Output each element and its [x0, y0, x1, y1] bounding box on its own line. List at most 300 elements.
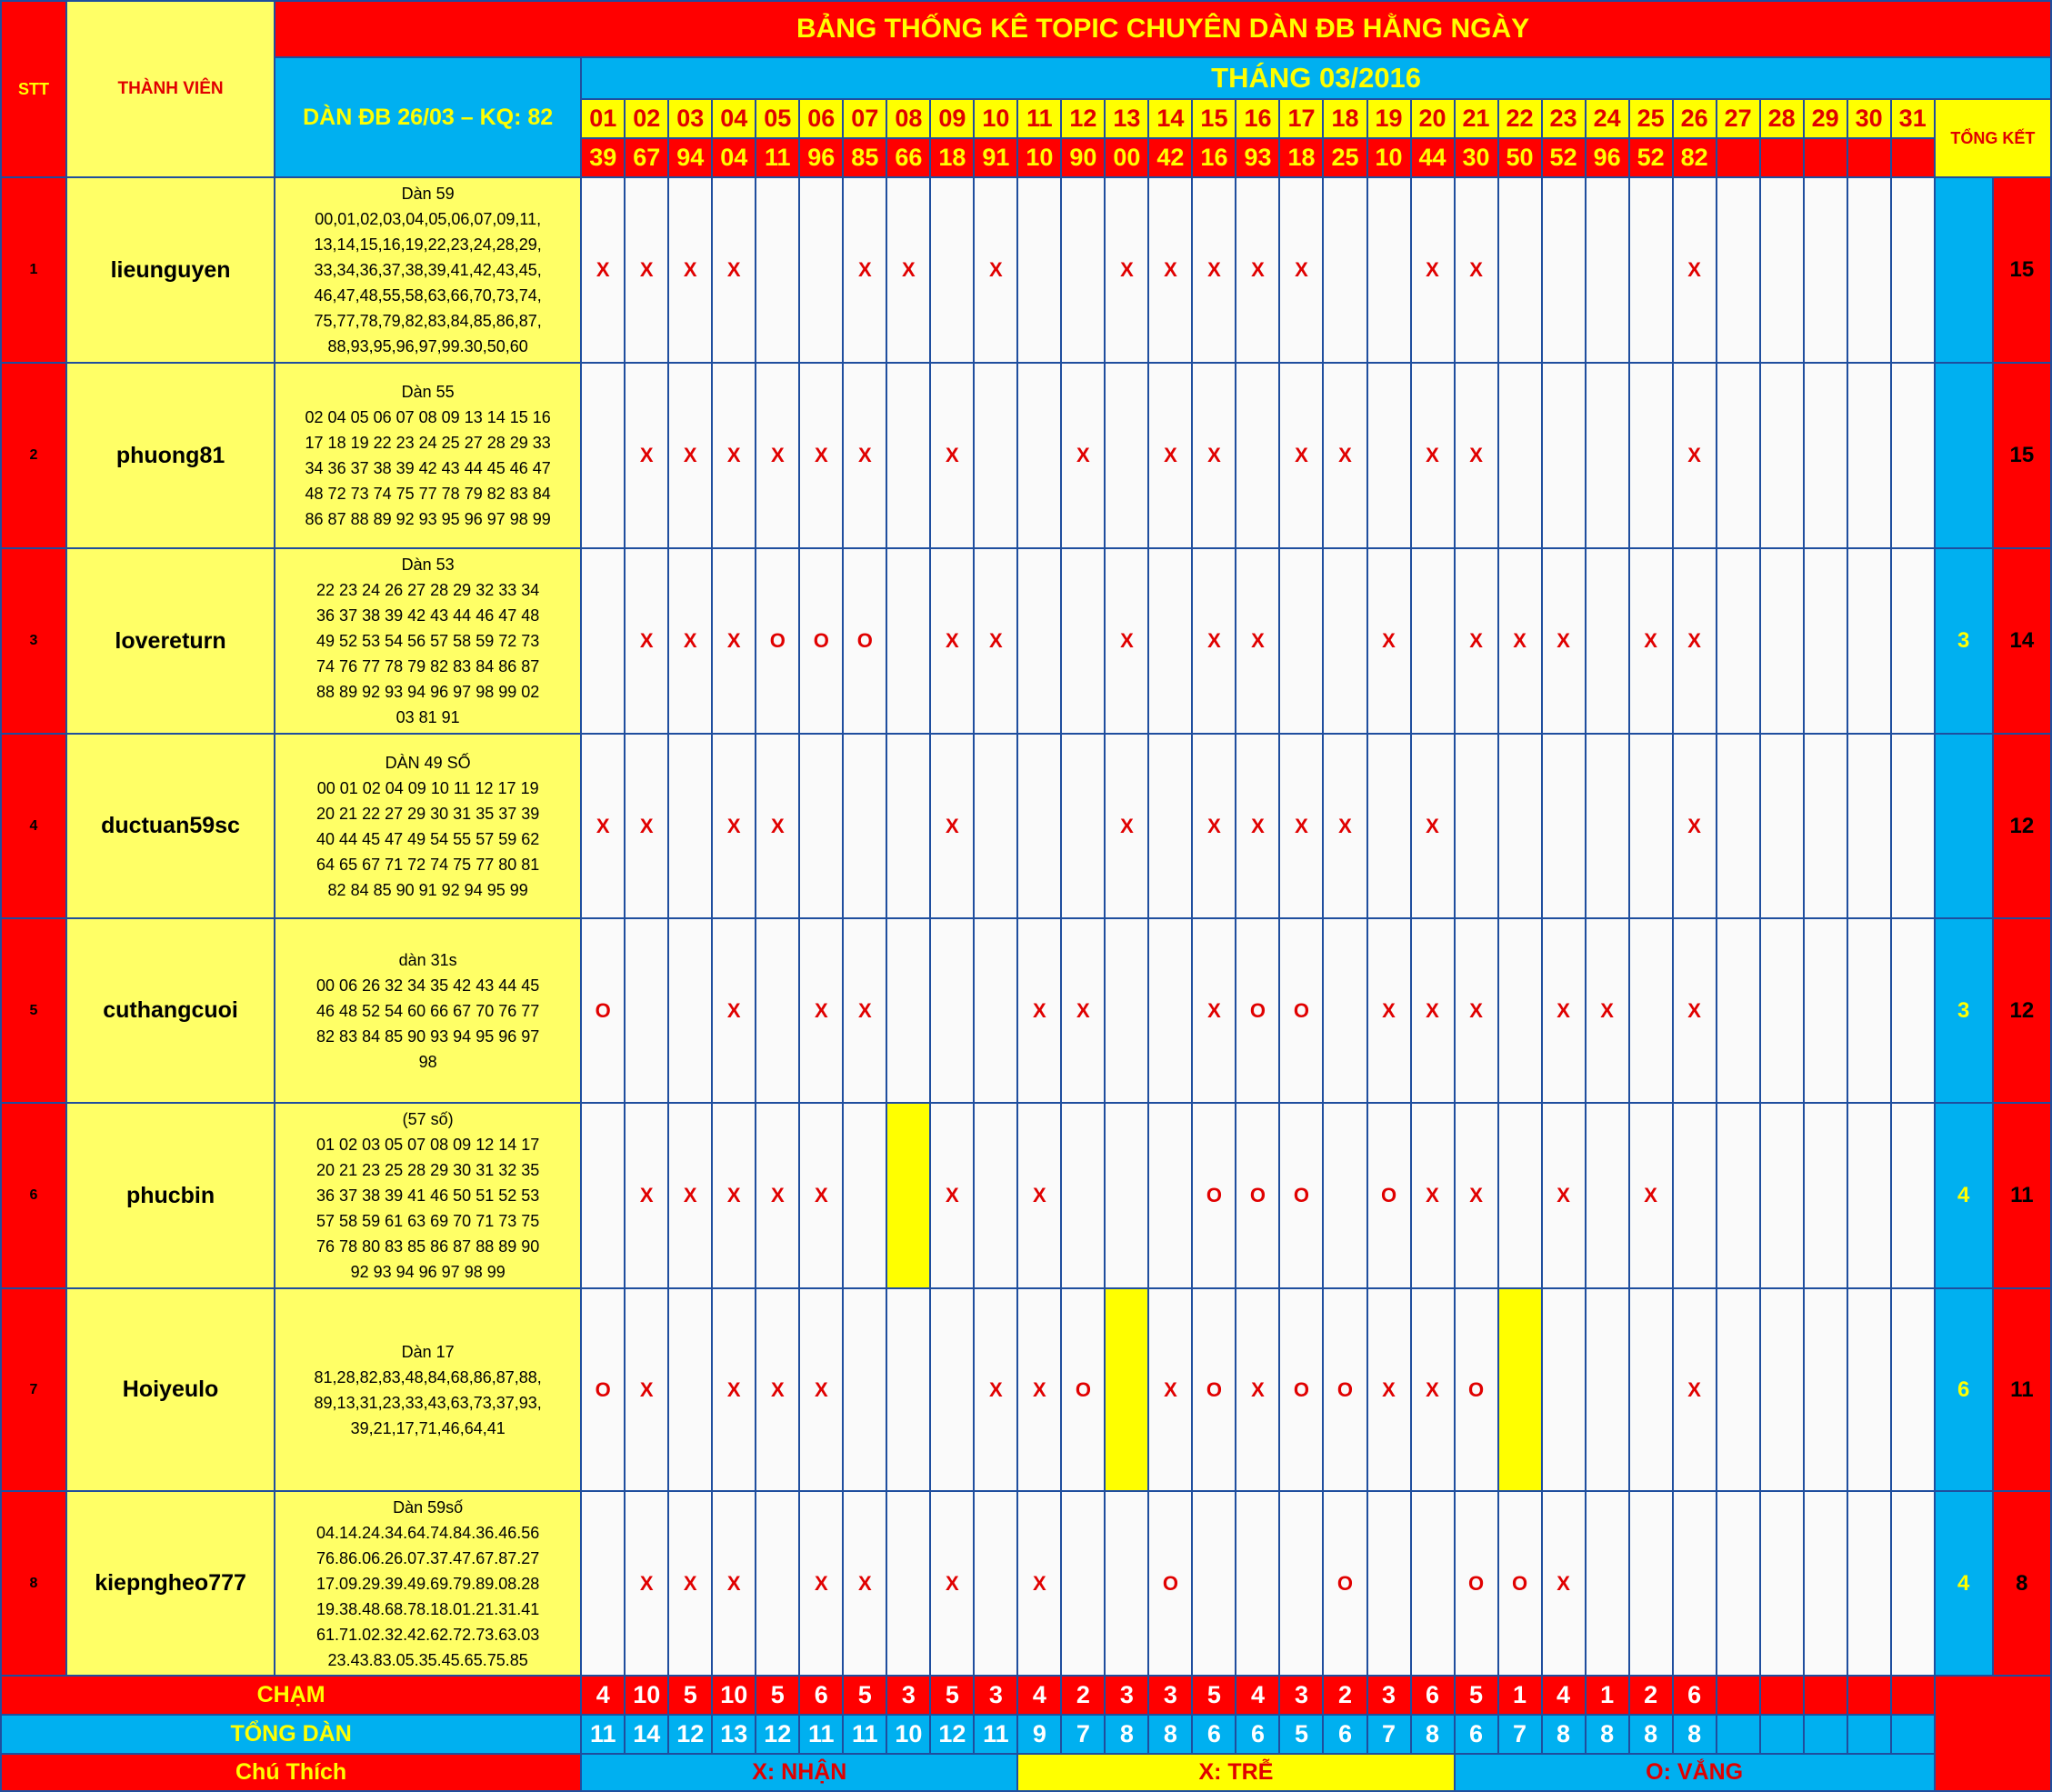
member-name: kiepngheo777 — [66, 1491, 275, 1676]
member-mark — [843, 734, 886, 918]
footer-tong-dan-label: TỔNG DÀN — [1, 1715, 581, 1754]
member-mark — [1323, 1103, 1366, 1288]
member-mark — [1804, 363, 1847, 548]
member-mark — [1629, 918, 1673, 1103]
footer-cham-value: 3 — [1148, 1676, 1192, 1715]
member-mark — [799, 734, 843, 918]
day-result: 85 — [843, 138, 886, 177]
footer-cham-value: 4 — [1236, 1676, 1279, 1715]
member-stt: 7 — [1, 1288, 66, 1491]
footer-corner — [1935, 1676, 2051, 1791]
day-result: 66 — [886, 138, 930, 177]
member-mark — [1367, 734, 1411, 918]
member-mark — [886, 1288, 930, 1491]
member-mark: X — [712, 1491, 756, 1676]
member-mark — [1717, 363, 1760, 548]
member-mark — [1717, 548, 1760, 734]
member-mark — [1760, 1288, 1804, 1491]
member-mark: X — [712, 918, 756, 1103]
footer-cham-value: 3 — [974, 1676, 1017, 1715]
day-header: 06 — [799, 99, 843, 138]
member-mark — [668, 918, 712, 1103]
footer-tong-dan-value: 9 — [1017, 1715, 1061, 1754]
member-mark — [1367, 1491, 1411, 1676]
member-mark — [1891, 548, 1935, 734]
member-mark — [1847, 1103, 1891, 1288]
member-mark — [1236, 1491, 1279, 1676]
member-mark: X — [625, 734, 668, 918]
member-mark: X — [1455, 177, 1498, 363]
footer-cham-value: 3 — [1367, 1676, 1411, 1715]
footer-cham-value: 5 — [668, 1676, 712, 1715]
member-mark — [668, 1288, 712, 1491]
footer-tong-dan-value — [1847, 1715, 1891, 1754]
member-mark: X — [1105, 177, 1148, 363]
member-name: Hoiyeulo — [66, 1288, 275, 1491]
legend-tre: X: TRỄ — [1017, 1754, 1454, 1791]
member-mark — [1891, 734, 1935, 918]
member-mark: O — [1236, 918, 1279, 1103]
member-mark — [1367, 177, 1411, 363]
member-stt: 3 — [1, 548, 66, 734]
footer-cham-value: 3 — [1105, 1676, 1148, 1715]
member-mark — [1891, 363, 1935, 548]
member-mark: X — [1192, 734, 1236, 918]
member-mark: O — [1323, 1491, 1366, 1676]
member-mark — [799, 177, 843, 363]
footer-cham-value: 6 — [799, 1676, 843, 1715]
footer-tong-dan-value: 8 — [1586, 1715, 1629, 1754]
day-header: 30 — [1847, 99, 1891, 138]
member-mark — [1061, 177, 1105, 363]
member-mark — [1847, 548, 1891, 734]
footer-cham-value: 5 — [1455, 1676, 1498, 1715]
member-mark: O — [1455, 1288, 1498, 1491]
footer-tong-dan-value: 8 — [1105, 1715, 1148, 1754]
member-mark: X — [625, 548, 668, 734]
day-header: 09 — [930, 99, 974, 138]
member-mark — [1847, 734, 1891, 918]
footer-tong-dan-value — [1891, 1715, 1935, 1754]
member-mark — [581, 1103, 625, 1288]
header-tong-ket: TỔNG KẾT — [1935, 99, 2051, 177]
member-mark — [1498, 363, 1542, 548]
member-mark — [1411, 548, 1455, 734]
footer-cham-value: 6 — [1411, 1676, 1455, 1715]
member-mark: X — [1411, 1288, 1455, 1491]
member-mark — [974, 1491, 1017, 1676]
member-mark: X — [1236, 1288, 1279, 1491]
member-mark — [1804, 1491, 1847, 1676]
member-mark: X — [756, 363, 799, 548]
member-mark: X — [1542, 918, 1586, 1103]
member-mark — [1279, 548, 1323, 734]
day-header: 10 — [974, 99, 1017, 138]
member-mark — [1717, 1103, 1760, 1288]
member-tong-ket-1: 4 — [1935, 1103, 1993, 1288]
member-mark: X — [668, 177, 712, 363]
member-stt: 8 — [1, 1491, 66, 1676]
footer-cham-value: 4 — [1017, 1676, 1061, 1715]
member-mark: X — [1411, 734, 1455, 918]
member-mark: X — [668, 1491, 712, 1676]
footer-tong-dan-value: 8 — [1673, 1715, 1717, 1754]
day-header: 24 — [1586, 99, 1629, 138]
member-mark — [886, 1103, 930, 1288]
member-mark: O — [1279, 918, 1323, 1103]
member-mark: X — [886, 177, 930, 363]
member-mark — [1629, 734, 1673, 918]
member-mark — [1891, 177, 1935, 363]
member-stt: 2 — [1, 363, 66, 548]
member-mark: X — [974, 177, 1017, 363]
member-mark: X — [1105, 734, 1148, 918]
footer-tong-dan-value: 8 — [1542, 1715, 1586, 1754]
member-mark: X — [1673, 177, 1717, 363]
member-mark — [1542, 363, 1586, 548]
member-mark — [1586, 177, 1629, 363]
footer-tong-dan-value: 11 — [843, 1715, 886, 1754]
member-mark — [1498, 177, 1542, 363]
member-mark — [930, 918, 974, 1103]
footer-tong-dan-value: 11 — [799, 1715, 843, 1754]
member-mark — [886, 1491, 930, 1676]
member-mark — [1891, 1103, 1935, 1288]
member-mark — [1586, 1491, 1629, 1676]
member-mark — [1061, 1103, 1105, 1288]
footer-cham-value: 1 — [1498, 1676, 1542, 1715]
day-header: 20 — [1411, 99, 1455, 138]
member-mark — [1804, 548, 1847, 734]
member-mark — [1891, 918, 1935, 1103]
member-tong-ket-2: 11 — [1993, 1103, 2051, 1288]
member-mark — [1717, 1491, 1760, 1676]
footer-tong-dan-value: 11 — [974, 1715, 1017, 1754]
member-mark — [1105, 1103, 1148, 1288]
day-result: 82 — [1673, 138, 1717, 177]
member-mark — [581, 363, 625, 548]
member-mark — [1586, 548, 1629, 734]
member-mark — [1804, 1288, 1847, 1491]
member-mark: X — [625, 1491, 668, 1676]
member-mark: X — [712, 1103, 756, 1288]
member-mark — [1061, 1491, 1105, 1676]
member-mark: O — [581, 1288, 625, 1491]
member-stt: 6 — [1, 1103, 66, 1288]
member-mark — [1367, 363, 1411, 548]
footer-cham-value — [1717, 1676, 1760, 1715]
footer-cham-value: 5 — [843, 1676, 886, 1715]
footer-tong-dan-value: 13 — [712, 1715, 756, 1754]
day-result: 18 — [1279, 138, 1323, 177]
page-title: BẢNG THỐNG KÊ TOPIC CHUYÊN DÀN ĐB HẰNG NGÀY — [275, 1, 2051, 57]
member-tong-ket-1: 3 — [1935, 918, 1993, 1103]
member-mark: X — [712, 177, 756, 363]
member-mark — [1891, 1491, 1935, 1676]
member-mark: X — [1367, 548, 1411, 734]
day-result: 42 — [1148, 138, 1192, 177]
day-header: 22 — [1498, 99, 1542, 138]
member-mark: X — [1192, 918, 1236, 1103]
member-mark: X — [1323, 734, 1366, 918]
footer-tong-dan-value: 6 — [1455, 1715, 1498, 1754]
member-mark: O — [1192, 1288, 1236, 1491]
footer-tong-dan-value: 7 — [1367, 1715, 1411, 1754]
member-mark: O — [1279, 1103, 1323, 1288]
member-mark: X — [1673, 363, 1717, 548]
member-mark: O — [1367, 1103, 1411, 1288]
member-mark — [1586, 1288, 1629, 1491]
footer-tong-dan-value: 7 — [1061, 1715, 1105, 1754]
member-mark — [1017, 363, 1061, 548]
day-header: 01 — [581, 99, 625, 138]
member-mark — [1323, 177, 1366, 363]
footer-cham-value — [1760, 1676, 1804, 1715]
footer-cham-value: 6 — [1673, 1676, 1717, 1715]
member-mark — [974, 1103, 1017, 1288]
member-mark: X — [1411, 918, 1455, 1103]
day-header: 27 — [1717, 99, 1760, 138]
header-month: THÁNG 03/2016 — [581, 57, 2051, 99]
member-mark: X — [930, 734, 974, 918]
member-tong-ket-2: 11 — [1993, 1288, 2051, 1491]
member-mark: X — [799, 1103, 843, 1288]
member-mark — [1323, 918, 1366, 1103]
member-mark — [1498, 918, 1542, 1103]
footer-tong-dan-value — [1760, 1715, 1804, 1754]
member-stt: 1 — [1, 177, 66, 363]
member-name: cuthangcuoi — [66, 918, 275, 1103]
member-mark: X — [1455, 918, 1498, 1103]
member-mark — [1717, 177, 1760, 363]
member-mark: X — [1017, 918, 1061, 1103]
member-mark — [1673, 1103, 1717, 1288]
day-result: 93 — [1236, 138, 1279, 177]
member-mark — [756, 177, 799, 363]
footer-tong-dan-value: 8 — [1629, 1715, 1673, 1754]
day-header: 19 — [1367, 99, 1411, 138]
member-mark — [1148, 734, 1192, 918]
member-mark — [1498, 734, 1542, 918]
member-mark — [1760, 548, 1804, 734]
day-header: 25 — [1629, 99, 1673, 138]
member-tong-ket-1 — [1935, 734, 1993, 918]
member-mark: X — [1498, 548, 1542, 734]
member-mark — [1411, 1491, 1455, 1676]
member-tong-ket-2: 8 — [1993, 1491, 2051, 1676]
day-result — [1760, 138, 1804, 177]
day-header: 26 — [1673, 99, 1717, 138]
member-mark: X — [1411, 1103, 1455, 1288]
member-mark: O — [1236, 1103, 1279, 1288]
member-mark — [1061, 734, 1105, 918]
member-mark: X — [581, 734, 625, 918]
footer-cham-value: 5 — [756, 1676, 799, 1715]
footer-cham-value: 3 — [1279, 1676, 1323, 1715]
day-header: 29 — [1804, 99, 1847, 138]
member-dan: Dàn 55 02 04 05 06 07 08 09 13 14 15 16 17 18 19 22 23 24 25 27 28 29 33 34 36 37 38 39 42 43 44 45 46 47 48 72 73 74 75 77 78 79 82 83 84 86 87 88 89 92 93 95 96 97 98 99 — [275, 363, 581, 548]
member-mark: X — [974, 548, 1017, 734]
day-result: 50 — [1498, 138, 1542, 177]
member-mark: X — [756, 1103, 799, 1288]
member-mark — [1629, 177, 1673, 363]
member-mark: O — [1192, 1103, 1236, 1288]
day-header: 18 — [1323, 99, 1366, 138]
member-mark: X — [1455, 1103, 1498, 1288]
footer-cham-value: 4 — [1542, 1676, 1586, 1715]
member-mark — [1498, 1103, 1542, 1288]
member-mark: X — [1017, 1491, 1061, 1676]
member-mark: X — [799, 363, 843, 548]
member-tong-ket-2: 12 — [1993, 734, 2051, 918]
day-header: 15 — [1192, 99, 1236, 138]
member-stt: 5 — [1, 918, 66, 1103]
member-mark — [1847, 918, 1891, 1103]
member-mark: X — [1367, 1288, 1411, 1491]
member-mark — [1891, 1288, 1935, 1491]
member-mark: O — [843, 548, 886, 734]
day-header: 16 — [1236, 99, 1279, 138]
day-result — [1804, 138, 1847, 177]
member-mark: X — [930, 363, 974, 548]
day-header: 31 — [1891, 99, 1935, 138]
footer-cham-value: 2 — [1323, 1676, 1366, 1715]
member-tong-ket-1: 4 — [1935, 1491, 1993, 1676]
member-mark — [1804, 177, 1847, 363]
footer-tong-dan-value: 14 — [625, 1715, 668, 1754]
member-tong-ket-2: 15 — [1993, 177, 2051, 363]
member-mark — [886, 363, 930, 548]
member-mark: X — [1192, 363, 1236, 548]
member-mark — [930, 1288, 974, 1491]
member-dan: Dàn 59 00,01,02,03,04,05,06,07,09,11, 13,14,15,16,19,22,23,24,28,29, 33,34,36,37,38,39,41,42,43,45, 46,47,48,55,58,63,66,70,73,74, 75,77,78,79,82,83,84,85,86,87, 88,93,95,96,97,99.30,50,60 — [275, 177, 581, 363]
member-mark — [1017, 177, 1061, 363]
member-mark: X — [1279, 177, 1323, 363]
day-result: 94 — [668, 138, 712, 177]
member-mark: X — [843, 177, 886, 363]
footer-tong-dan-value: 12 — [668, 1715, 712, 1754]
member-mark — [1586, 1103, 1629, 1288]
day-header: 28 — [1760, 99, 1804, 138]
day-result: 00 — [1105, 138, 1148, 177]
member-mark — [1105, 1288, 1148, 1491]
member-mark: X — [1148, 363, 1192, 548]
member-tong-ket-1 — [1935, 177, 1993, 363]
footer-tong-dan-value: 6 — [1236, 1715, 1279, 1754]
footer-cham-value: 4 — [581, 1676, 625, 1715]
legend-vang: O: VẮNG — [1455, 1754, 1935, 1791]
member-mark: X — [1192, 548, 1236, 734]
member-mark — [1236, 363, 1279, 548]
day-header: 21 — [1455, 99, 1498, 138]
day-result: 91 — [974, 138, 1017, 177]
member-mark: X — [668, 363, 712, 548]
member-mark — [1498, 1288, 1542, 1491]
member-name: lieunguyen — [66, 177, 275, 363]
member-mark — [1629, 1491, 1673, 1676]
member-mark: X — [712, 363, 756, 548]
member-mark: X — [712, 734, 756, 918]
member-mark — [1717, 918, 1760, 1103]
member-mark — [1148, 918, 1192, 1103]
member-dan: DÀN 49 SỐ 00 01 02 04 09 10 11 12 17 19 20 21 22 27 29 30 31 35 37 39 40 44 45 47 49 54 55 57 59 62 64 65 67 71 72 74 75 77 80 81 82 84 85 90 91 92 94 95 99 — [275, 734, 581, 918]
member-mark: X — [712, 1288, 756, 1491]
member-mark — [625, 918, 668, 1103]
member-mark — [1847, 1288, 1891, 1491]
member-mark — [668, 734, 712, 918]
day-result: 39 — [581, 138, 625, 177]
day-header: 11 — [1017, 99, 1061, 138]
footer-cham-value: 1 — [1586, 1676, 1629, 1715]
member-mark — [1673, 1491, 1717, 1676]
day-header: 08 — [886, 99, 930, 138]
member-mark: O — [756, 548, 799, 734]
member-mark — [886, 548, 930, 734]
member-mark — [843, 1103, 886, 1288]
member-mark: O — [799, 548, 843, 734]
member-mark — [581, 1491, 625, 1676]
footer-tong-dan-value: 6 — [1192, 1715, 1236, 1754]
footer-cham-value — [1804, 1676, 1847, 1715]
member-mark — [1017, 548, 1061, 734]
day-header: 05 — [756, 99, 799, 138]
member-mark: X — [1629, 548, 1673, 734]
member-mark — [1847, 1491, 1891, 1676]
day-header: 02 — [625, 99, 668, 138]
member-mark: O — [1061, 1288, 1105, 1491]
footer-cham-value: 5 — [1192, 1676, 1236, 1715]
member-mark — [1105, 1491, 1148, 1676]
footer-tong-dan-value: 7 — [1498, 1715, 1542, 1754]
member-mark: X — [1148, 177, 1192, 363]
footer-cham-value: 2 — [1629, 1676, 1673, 1715]
footer-cham-value: 10 — [712, 1676, 756, 1715]
member-dan: dàn 31s 00 06 26 32 34 35 42 43 44 45 46 48 52 54 60 66 67 70 76 77 82 83 84 85 90 93 94 95 96 97 98 — [275, 918, 581, 1103]
member-mark — [1760, 918, 1804, 1103]
day-result — [1717, 138, 1760, 177]
member-mark — [1804, 734, 1847, 918]
member-mark: X — [625, 1288, 668, 1491]
day-result: 18 — [930, 138, 974, 177]
member-tong-ket-2: 12 — [1993, 918, 2051, 1103]
footer-cham-value — [1891, 1676, 1935, 1715]
member-mark: X — [1279, 363, 1323, 548]
footer-tong-dan-value — [1717, 1715, 1760, 1754]
member-mark — [1017, 734, 1061, 918]
member-mark — [1105, 918, 1148, 1103]
member-mark — [1760, 734, 1804, 918]
member-mark — [974, 918, 1017, 1103]
member-tong-ket-1 — [1935, 363, 1993, 548]
member-mark — [1717, 1288, 1760, 1491]
member-mark: X — [1017, 1103, 1061, 1288]
day-header: 13 — [1105, 99, 1148, 138]
member-mark: X — [1542, 1103, 1586, 1288]
day-result: 10 — [1017, 138, 1061, 177]
member-mark: X — [668, 548, 712, 734]
member-mark: X — [625, 1103, 668, 1288]
member-mark: X — [799, 1491, 843, 1676]
day-result: 67 — [625, 138, 668, 177]
member-mark: X — [974, 1288, 1017, 1491]
member-mark: X — [1542, 1491, 1586, 1676]
footer-cham-value: 2 — [1061, 1676, 1105, 1715]
day-result: 25 — [1323, 138, 1366, 177]
day-result — [1847, 138, 1891, 177]
member-mark — [1804, 1103, 1847, 1288]
member-mark: X — [1411, 177, 1455, 363]
member-mark — [974, 363, 1017, 548]
